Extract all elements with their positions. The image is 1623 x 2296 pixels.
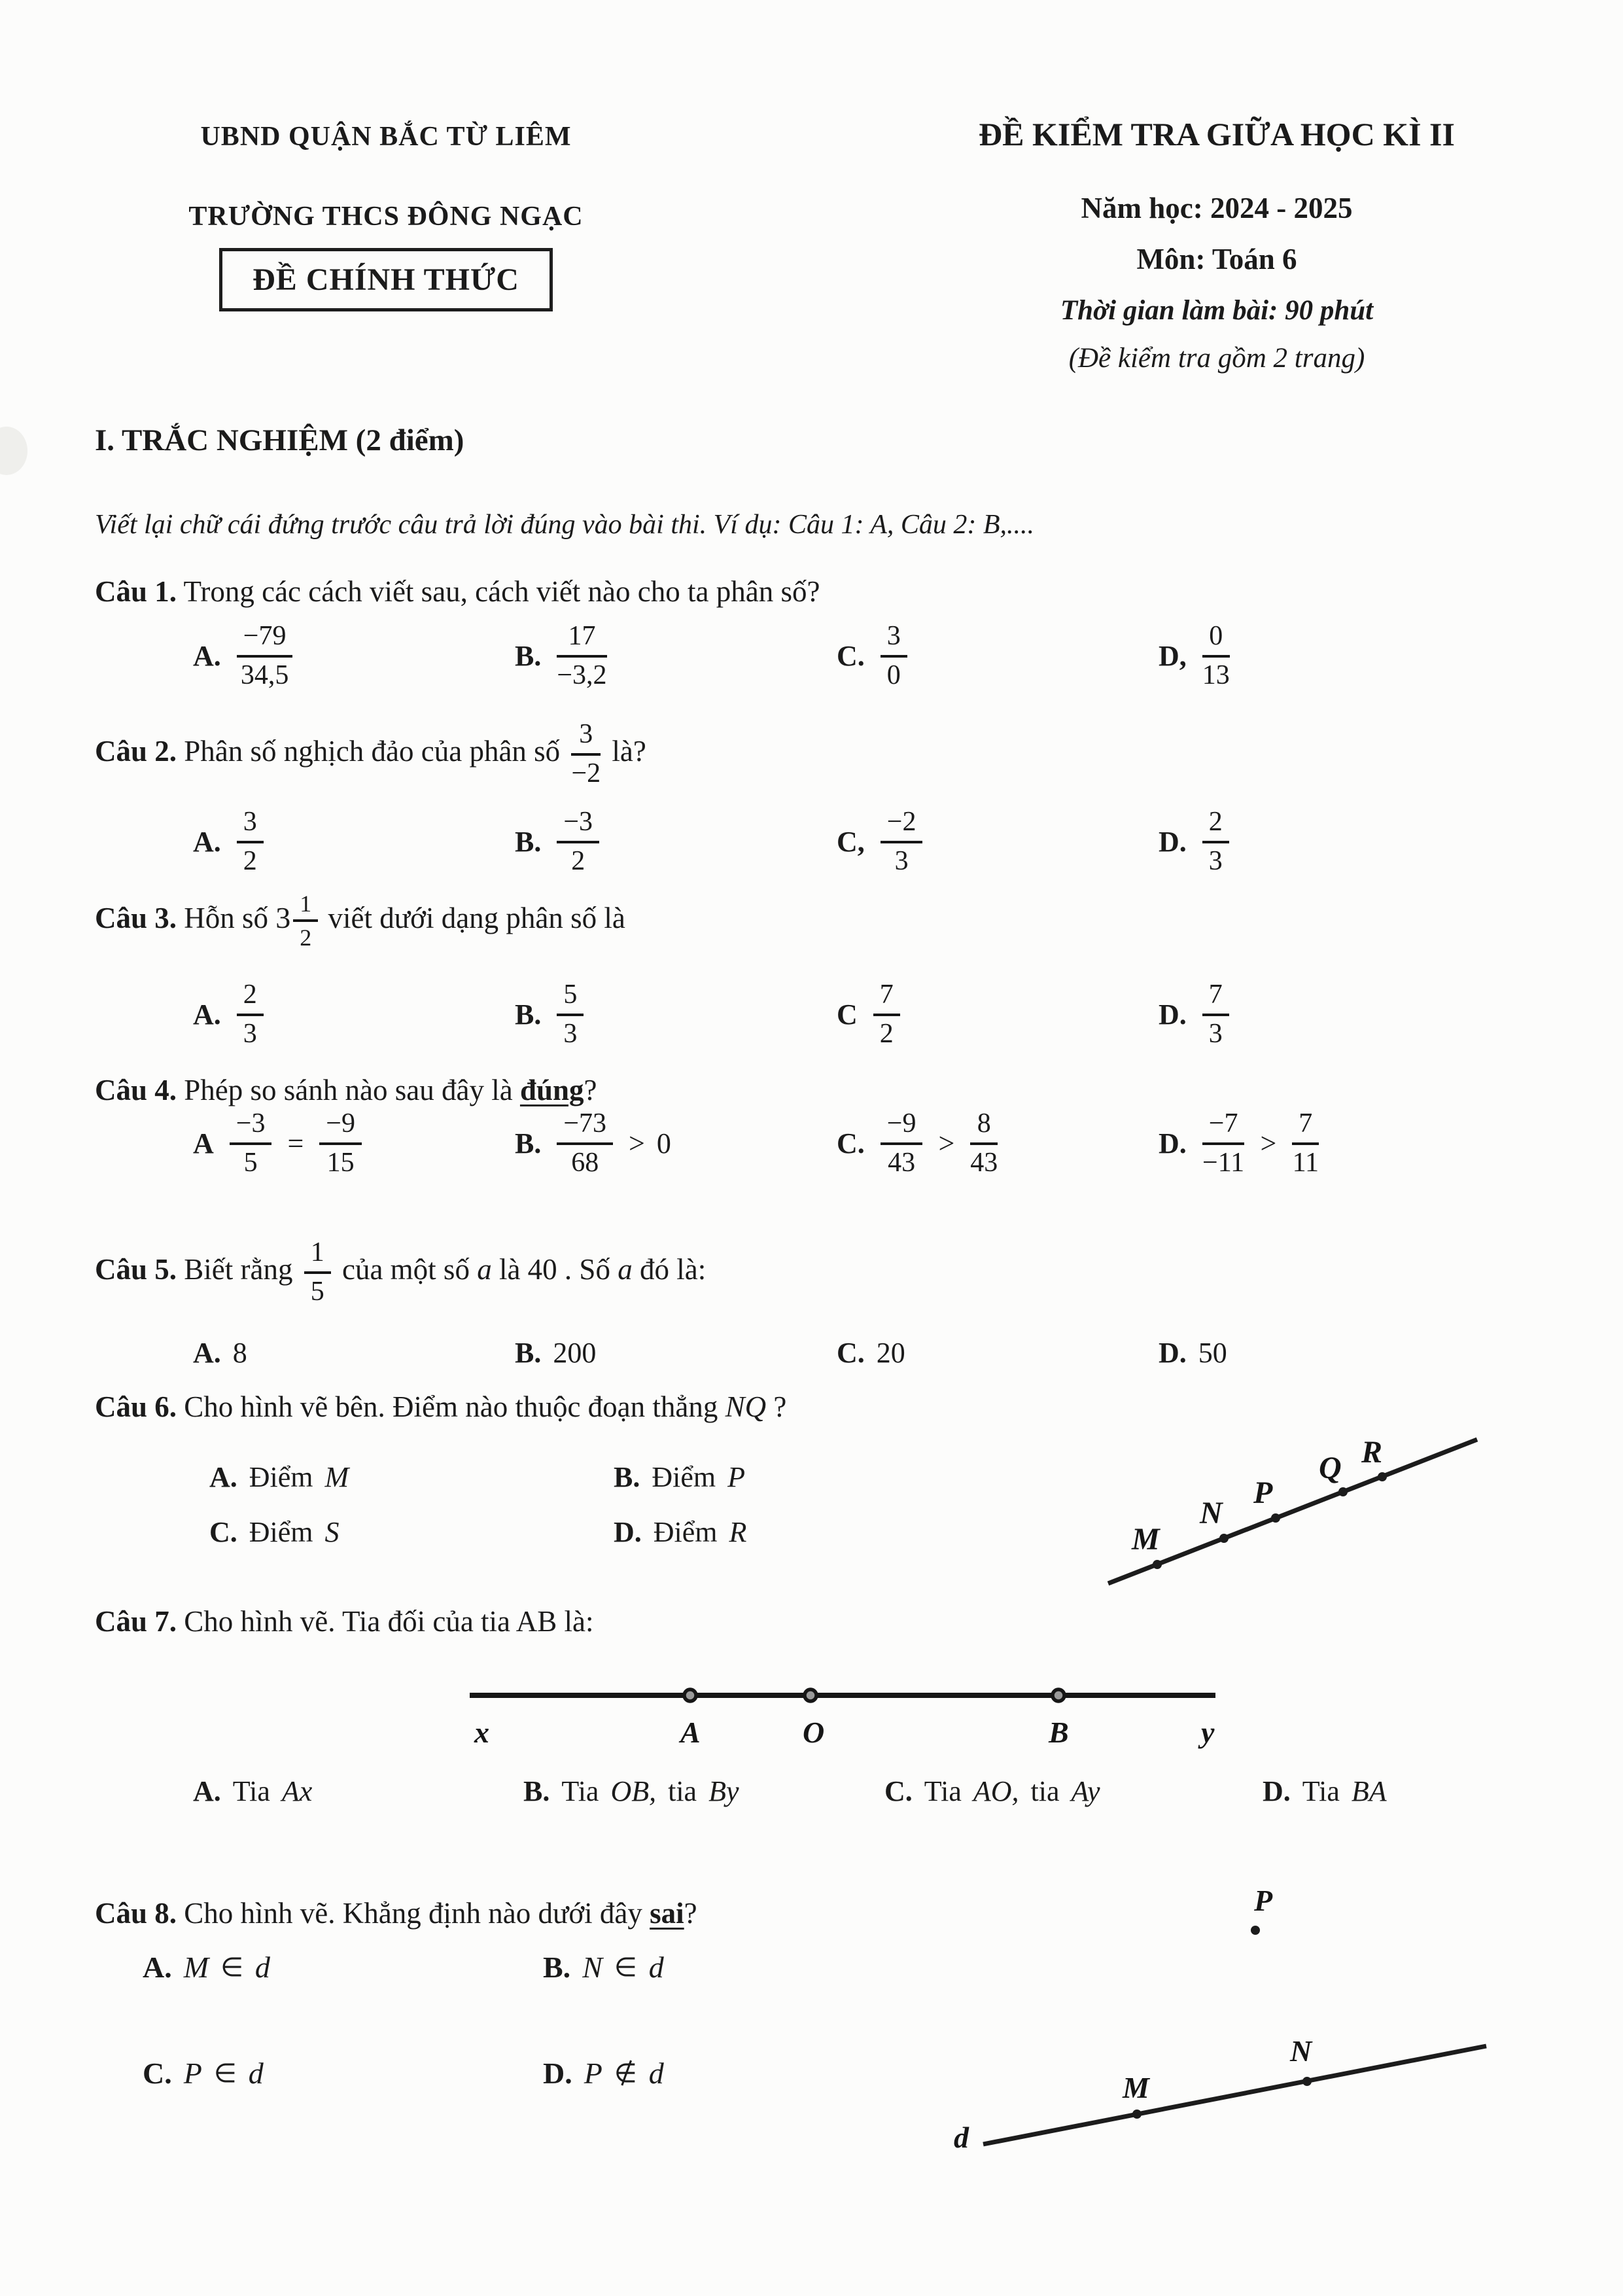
point-name: R — [729, 1516, 747, 1548]
point-Q-dot — [1338, 1487, 1348, 1496]
line-d — [983, 2046, 1486, 2144]
question-2 — [95, 718, 646, 790]
option-value: 20 — [876, 1337, 905, 1369]
question-5-text4: đó là: — [639, 1252, 707, 1286]
ray-y-label: y — [1201, 1716, 1215, 1749]
line-segment — [1108, 1439, 1477, 1583]
fraction: $\frac{3}{-2}$ — [571, 719, 601, 788]
fraction: $\frac{7}{11}$ — [1292, 1108, 1319, 1178]
ray-name: Ax — [281, 1775, 313, 1807]
fraction: $\frac{1}{5}$ — [304, 1237, 331, 1308]
fraction: $\frac{-9}{15}$ — [319, 1108, 362, 1179]
q7-option-c — [884, 1775, 1263, 1808]
option-label: B. — [515, 1127, 542, 1160]
line-d-label: d — [954, 2121, 969, 2154]
question-7-options — [0, 1775, 1623, 1808]
option-text: tia — [668, 1775, 697, 1807]
q6-option-c — [209, 1515, 614, 1549]
issuer-name: UBND QUẬN BẮC TỪ LIÊM — [200, 122, 572, 152]
scan-artifact — [0, 427, 27, 475]
question-6 — [95, 1390, 786, 1424]
option-label: C. — [837, 640, 865, 673]
point-name: M — [324, 1461, 349, 1493]
option-text: Tia — [232, 1775, 270, 1807]
fraction: $\frac{7}{3}$ — [1202, 979, 1229, 1050]
point-name: M — [183, 1951, 209, 1984]
fraction: $\frac{-3}{5}$ — [230, 1108, 272, 1179]
fraction: $\frac{-9}{43}$ — [881, 1108, 923, 1179]
option-text: Tia — [1302, 1775, 1340, 1807]
element-of-symbol: ∈ — [213, 2058, 237, 2089]
duration: Thời gian làm bài: 90 phút — [1060, 295, 1374, 326]
line-name: d — [648, 2057, 664, 2090]
option-label: D. — [1159, 1337, 1187, 1369]
point-A-dot — [684, 1689, 696, 1701]
q1-option-d — [1159, 620, 1480, 692]
question-4-number: Câu 4. — [95, 1074, 177, 1106]
exam-title: ĐỀ KIỂM TRA GIỮA HỌC KÌ II — [979, 116, 1455, 152]
option-label: B. — [515, 826, 542, 858]
point-name: P — [183, 2057, 202, 2090]
ray-name: BA — [1351, 1775, 1387, 1807]
option-label: B. — [614, 1461, 640, 1493]
option-text: tia — [1030, 1775, 1060, 1807]
point-name: S — [324, 1516, 340, 1548]
element-of-symbol: ∈ — [614, 1952, 637, 1983]
option-label: D. — [614, 1516, 642, 1548]
question-1-number: Câu 1. — [95, 575, 177, 608]
question-5-text2: của một số — [341, 1252, 470, 1286]
point-M-dot — [1132, 2110, 1142, 2119]
question-8-text-end: ? — [684, 1897, 697, 1930]
point-P-dot — [1271, 1513, 1280, 1523]
point-Q-label: Q — [1319, 1451, 1342, 1485]
point-O-label: O — [803, 1716, 825, 1749]
figure-line-d-with-points — [929, 1858, 1518, 2166]
q3-option-a — [193, 979, 515, 1050]
underlined-word: sai — [650, 1897, 684, 1930]
q5-option-b — [515, 1336, 837, 1369]
underlined-word: đúng — [519, 1074, 584, 1106]
option-text: Điểm — [249, 1516, 313, 1548]
option-label: D. — [1159, 998, 1187, 1031]
point-name: P — [584, 2057, 602, 2090]
q1-option-b — [515, 620, 837, 692]
ray-name: AO, — [973, 1775, 1019, 1807]
fraction: $\frac{7}{2}$ — [873, 979, 900, 1050]
option-text: Điểm — [652, 1461, 716, 1493]
question-1-options — [0, 620, 1623, 692]
question-1 — [95, 574, 820, 609]
point-M-label: M — [1132, 1522, 1160, 1557]
option-label: D. — [1263, 1775, 1291, 1807]
point-M-dot — [1153, 1560, 1162, 1569]
fraction: $\frac{0}{13}$ — [1202, 621, 1230, 690]
rhs-value: 0 — [656, 1127, 671, 1160]
fraction: $\frac{2}{3}$ — [237, 979, 264, 1050]
q4-option-b — [515, 1108, 837, 1179]
q6-option-b — [614, 1460, 1018, 1494]
variable-a: a — [477, 1252, 492, 1286]
segment-NQ: NQ — [725, 1390, 767, 1423]
option-label: A. — [193, 998, 221, 1031]
question-4-options — [0, 1108, 1623, 1179]
q1-option-a — [193, 620, 515, 692]
point-N-label: N — [1200, 1496, 1223, 1530]
fraction: $\frac{3}{0}$ — [881, 620, 907, 692]
fraction: $\frac{-79}{34,5}$ — [237, 620, 293, 692]
point-P-dot — [1251, 1926, 1260, 1935]
question-5 — [95, 1237, 706, 1308]
point-name: N — [582, 1951, 602, 1984]
option-label: A. — [193, 640, 221, 673]
ray-name: Ay — [1071, 1775, 1100, 1807]
section-heading: I. TRẮC NGHIỆM (2 điểm) — [95, 423, 464, 457]
not-element-of-symbol: ∉ — [614, 2058, 637, 2089]
option-label: B. — [515, 998, 542, 1031]
header-right — [870, 115, 1563, 374]
fraction: $\frac{-73}{68}$ — [557, 1108, 613, 1179]
question-3-options — [0, 979, 1623, 1050]
question-5-number: Câu 5. — [95, 1252, 177, 1286]
option-text: Điểm — [653, 1516, 718, 1548]
q8-option-c — [143, 2056, 543, 2091]
section-instruction: Viết lại chữ cái đứng trước câu trả lời đúng vào bài thi. Ví dụ: Câu 1: A, Câu 2: B,.... — [95, 510, 1035, 540]
q2-option-b — [515, 806, 837, 877]
option-label: C — [837, 998, 858, 1031]
question-3-number: Câu 3. — [95, 901, 177, 934]
point-N-dot — [1219, 1534, 1229, 1543]
point-B-dot — [1053, 1689, 1064, 1701]
option-label: D, — [1159, 640, 1187, 673]
q5-option-c — [837, 1336, 1159, 1369]
question-5-options — [0, 1336, 1623, 1369]
question-4-text: Phép so sánh nào sau đây là — [184, 1074, 513, 1106]
mixed-number: 3 $\frac{1}{2}$ — [275, 902, 321, 934]
option-label: B. — [523, 1775, 550, 1807]
question-8-number: Câu 8. — [95, 1897, 177, 1930]
option-label: D. — [1159, 1127, 1187, 1160]
question-1-text: Trong các cách viết sau, cách viết nào cho ta phân số? — [183, 575, 820, 608]
option-label: B. — [515, 1337, 542, 1369]
q8-option-d — [543, 2056, 943, 2091]
q6-option-a — [209, 1460, 614, 1494]
variable-a: a — [618, 1252, 633, 1286]
q1-option-c — [837, 620, 1159, 692]
q4-option-d — [1159, 1108, 1480, 1179]
option-label: C. — [884, 1775, 913, 1807]
element-of-symbol: ∈ — [220, 1952, 243, 1983]
question-3-text: Hỗn số — [184, 901, 269, 934]
point-N-dot — [1302, 2077, 1312, 2086]
line-name: d — [254, 1951, 270, 1984]
q2-option-a — [193, 806, 515, 877]
point-N-label: N — [1290, 2034, 1312, 2068]
official-exam-stamp: ĐỀ CHÍNH THỨC — [219, 248, 553, 311]
q4-option-c — [837, 1108, 1159, 1179]
question-4 — [95, 1073, 597, 1107]
option-text: Điểm — [249, 1461, 313, 1493]
question-8-text: Cho hình vẽ. Khẳng định nào dưới đây — [184, 1897, 642, 1930]
question-7-text: Cho hình vẽ. Tia đối của tia AB là: — [184, 1605, 594, 1638]
point-R-label: R — [1361, 1435, 1383, 1470]
option-label: C. — [209, 1516, 237, 1548]
q6-option-d — [614, 1515, 1018, 1549]
option-label: C. — [837, 1127, 865, 1160]
q2-option-d — [1159, 806, 1480, 877]
option-value: 200 — [553, 1337, 597, 1369]
option-label: D. — [543, 2057, 572, 2090]
page-count-note: (Đề kiểm tra gồm 2 trang) — [1068, 343, 1365, 374]
question-5-text: Biết rằng — [184, 1252, 293, 1286]
question-8 — [95, 1896, 697, 1930]
point-B-label: B — [1049, 1716, 1069, 1749]
option-label: A. — [143, 1951, 172, 1984]
q2-option-c — [837, 806, 1159, 877]
fraction: $\frac{3}{2}$ — [237, 806, 264, 877]
question-7 — [95, 1604, 594, 1638]
q8-option-b — [543, 1950, 943, 1985]
question-7-number: Câu 7. — [95, 1605, 177, 1638]
question-6-number: Câu 6. — [95, 1390, 177, 1423]
option-value: 8 — [232, 1337, 247, 1369]
option-label: A. — [193, 1775, 221, 1807]
point-name: P — [727, 1461, 746, 1493]
ray-name: OB, — [610, 1775, 657, 1807]
fraction: $\frac{17}{-3,2}$ — [557, 621, 607, 690]
question-2-text: Phân số nghịch đảo của phân số — [184, 734, 561, 768]
option-text: Tia — [561, 1775, 599, 1807]
question-6-text-end: ? — [773, 1390, 787, 1423]
point-M-label: M — [1123, 2071, 1149, 2104]
option-label: C, — [837, 826, 865, 858]
question-4-text-end: ? — [584, 1074, 597, 1106]
point-P-label: P — [1253, 1475, 1273, 1510]
fraction: $\frac{5}{3}$ — [557, 979, 584, 1050]
question-3 — [95, 890, 625, 952]
option-label: A. — [209, 1461, 237, 1493]
option-text: Tia — [924, 1775, 962, 1807]
question-2-number: Câu 2. — [95, 734, 177, 768]
q3-option-c — [837, 979, 1159, 1050]
greater-than-sign: > — [938, 1127, 955, 1160]
fraction: $\frac{8}{43}$ — [970, 1108, 998, 1178]
option-label: A — [193, 1127, 214, 1160]
subject: Môn: Toán 6 — [1136, 243, 1297, 275]
option-label: B. — [515, 640, 542, 673]
option-label: C. — [837, 1337, 865, 1369]
ray-name: By — [708, 1775, 739, 1807]
figure-line-MNPQR — [1066, 1426, 1511, 1603]
greater-than-sign: > — [1260, 1127, 1277, 1160]
point-R-dot — [1378, 1472, 1387, 1481]
q5-option-a — [193, 1336, 515, 1369]
question-3-text-end: viết dưới dạng phân số là — [328, 901, 625, 934]
q4-option-a — [193, 1108, 515, 1179]
q3-option-d — [1159, 979, 1480, 1050]
option-label: C. — [143, 2057, 172, 2090]
equals-sign: = — [287, 1127, 304, 1160]
greater-than-sign: > — [629, 1127, 645, 1160]
school-year: Năm học: 2024 - 2025 — [1081, 192, 1353, 224]
question-6-text: Cho hình vẽ bên. Điểm nào thuộc đoạn thẳng — [184, 1390, 718, 1423]
fraction: $\frac{-7}{-11}$ — [1202, 1108, 1245, 1178]
question-5-text3: là 40 . Số — [498, 1252, 610, 1286]
point-P-label: P — [1254, 1884, 1273, 1917]
point-O-dot — [805, 1689, 816, 1701]
option-label: A. — [193, 826, 221, 858]
header-left — [98, 121, 674, 311]
fraction: $\frac{-2}{3}$ — [881, 806, 923, 877]
figure-line-xAOBy — [458, 1665, 1243, 1757]
option-label: B. — [543, 1951, 571, 1984]
q7-option-d — [1263, 1775, 1387, 1808]
line-name: d — [248, 2057, 264, 2090]
q7-option-b — [523, 1775, 884, 1808]
question-2-text-end: là? — [612, 734, 646, 768]
q3-option-b — [515, 979, 837, 1050]
option-label: A. — [193, 1337, 221, 1369]
q7-option-a — [193, 1775, 523, 1808]
fraction: $\frac{2}{3}$ — [1202, 806, 1229, 877]
line-name: d — [648, 1951, 664, 1984]
question-2-options — [0, 806, 1623, 877]
q8-option-a — [143, 1950, 543, 1985]
option-label: D. — [1159, 826, 1187, 858]
q5-option-d — [1159, 1336, 1480, 1369]
point-A-label: A — [680, 1716, 701, 1749]
fraction: $\frac{-3}{2}$ — [557, 806, 599, 877]
school-name: TRƯỜNG THCS ĐÔNG NGẠC — [188, 202, 584, 232]
option-value: 50 — [1198, 1337, 1227, 1369]
ray-x-label: x — [474, 1716, 489, 1749]
